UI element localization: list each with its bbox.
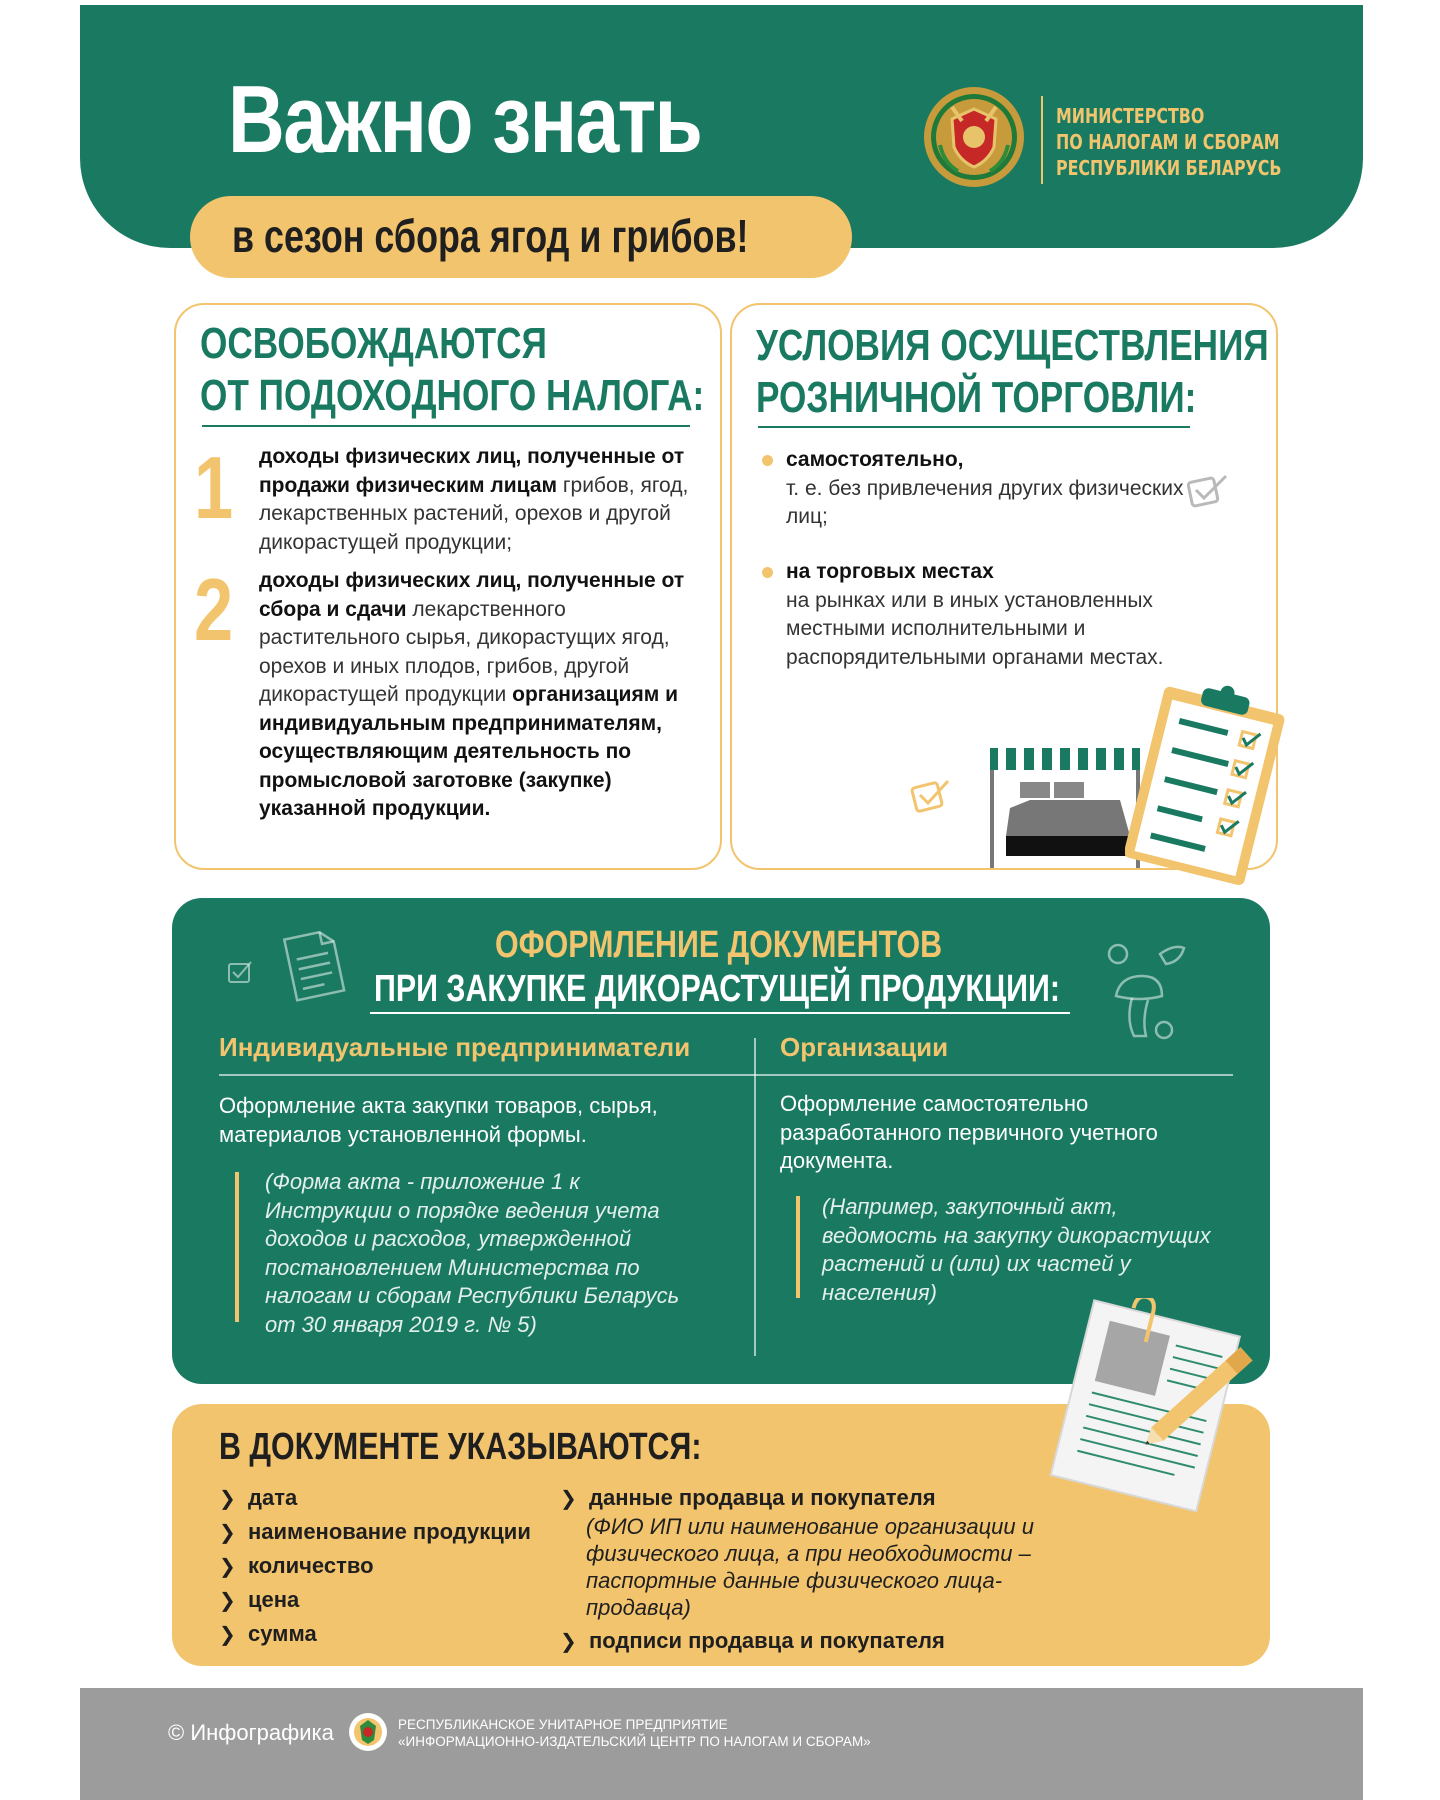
paper-pencil-icon: [1040, 1298, 1268, 1518]
list-item: ❯ данные продавца и покупателя: [560, 1485, 936, 1510]
chevron-right-icon: ❯: [219, 1488, 236, 1510]
checkbox-icon: [910, 775, 954, 815]
clipboard-checklist-icon: [1125, 680, 1285, 886]
in-document-title: В ДОКУМЕНТЕ УКАЗЫВАЮТСЯ:: [219, 1426, 702, 1468]
document-icon: [280, 926, 348, 1002]
footer-logo-icon: [348, 1712, 388, 1752]
ministry-divider: [1041, 96, 1043, 184]
list-item: ❯ наименование продукции: [219, 1519, 531, 1544]
item-number-1: 1: [194, 438, 234, 537]
documents-title-underline: [370, 1012, 1070, 1014]
note-bar: [235, 1172, 239, 1322]
organizations-text: Оформление самостоятельно разработанного первичного учетного документа.: [780, 1091, 1158, 1173]
list-item: ❯ подписи продавца и покупателя: [560, 1628, 945, 1653]
column-heading-organizations: Организации: [780, 1032, 949, 1062]
chevron-right-icon: ❯: [219, 1556, 236, 1578]
note-bar: [796, 1196, 800, 1298]
list-item: ❯ сумма: [219, 1621, 317, 1646]
page-title: Важно знать: [228, 66, 702, 173]
entrepreneurs-text: Оформление акта закупки товаров, сырья, материалов установленной формы.: [219, 1093, 658, 1147]
condition-item-1: самостоятельно, т. е. без привлечения других физических лиц;: [786, 448, 1184, 528]
chevron-right-icon: ❯: [219, 1522, 236, 1544]
organizations-note: (Например, закупочный акт, ведомость на закупку дикорастущих растений и (или) их частей у населения): [822, 1194, 1211, 1305]
mushroom-icon: [1104, 940, 1194, 1048]
list-item: ❯ дата: [219, 1485, 298, 1510]
checkbox-icon: [1186, 470, 1234, 510]
item-number-2: 2: [194, 560, 234, 659]
documents-title-line2: ПРИ ЗАКУПКЕ ДИКОРАСТУЩЕЙ ПРОДУКЦИИ:: [374, 968, 1061, 1010]
checkbox-icon: [227, 958, 255, 984]
condition-item-2: на торговых местах на рынках или в иных установленных местными исполнительными и распорядительными органами местах.: [786, 560, 1164, 669]
bullet-dot: [762, 567, 773, 578]
entrepreneurs-note: (Форма акта - приложение 1 к Инструкции о порядке ведения учета доходов и расходов, утвержденной постановлением Министерства по налогам и сборам Республики Беларусь от 30 января 2019 г. № 5): [265, 1169, 680, 1337]
chevron-right-icon: ❯: [560, 1488, 577, 1510]
in-document-left-list: [219, 1484, 531, 1654]
chevron-right-icon: ❯: [219, 1590, 236, 1612]
exempt-title-underline: [202, 425, 690, 427]
column-divider-horizontal: [219, 1074, 1233, 1076]
list-item: ❯ количество: [219, 1553, 374, 1578]
conditions-title: УСЛОВИЯ ОСУЩЕСТВЛЕНИЯ РОЗНИЧНОЙ ТОРГОВЛИ:: [756, 321, 1269, 422]
page-subtitle: в сезон сбора ягод и грибов!: [232, 210, 749, 262]
column-divider-vertical: [754, 1038, 756, 1356]
in-document-right-list: [560, 1484, 1100, 1656]
conditions-title-underline: [758, 426, 1190, 428]
exempt-title: ОСВОБОЖДАЮТСЯ ОТ ПОДОХОДНОГО НАЛОГА:: [200, 319, 705, 420]
footer-copyright: © Инфографика: [168, 1720, 334, 1745]
documents-title-line1: ОФОРМЛЕНИЕ ДОКУМЕНТОВ: [495, 924, 943, 966]
emblem-icon: [922, 85, 1026, 189]
column-heading-entrepreneurs: Индивидуальные предприниматели: [219, 1032, 691, 1062]
footer-organization: РЕСПУБЛИКАНСКОЕ УНИТАРНОЕ ПРЕДПРИЯТИЕ «ИНФОРМАЦИОННО-ИЗДАТЕЛЬСКИЙ ЦЕНТР ПО НАЛОГАМ И СБОРАМ»: [398, 1717, 871, 1749]
bullet-dot: [762, 455, 773, 466]
exempt-item-1: доходы физических лиц, полученные от продажи физическим лицам грибов, ягод, лекарственных растений, орехов и другой дикорастущей продукции;: [259, 445, 689, 554]
exempt-item-2: доходы физических лиц, полученные от сбора и сдачи лекарственного растительного сырья, дикорастущих ягод, орехов и иных плодов, грибов, другой дикорастущей продукции организациям и индивидуальным предпринимателям, осуществляющим деятельность по промысловой заготовке (закупке) указанной продукции.: [259, 569, 685, 820]
list-item: ❯ цена: [219, 1587, 300, 1612]
chevron-right-icon: ❯: [219, 1624, 236, 1646]
ministry-name: МИНИСТЕРСТВО ПО НАЛОГАМ И СБОРАМ РЕСПУБЛИКИ БЕЛАРУСЬ: [1056, 104, 1282, 180]
seller-buyer-note: (ФИО ИП или наименование организации и физического лица, а при необходимости – паспортные данные физического лица-продавца): [586, 1514, 1034, 1620]
chevron-right-icon: ❯: [560, 1631, 577, 1653]
